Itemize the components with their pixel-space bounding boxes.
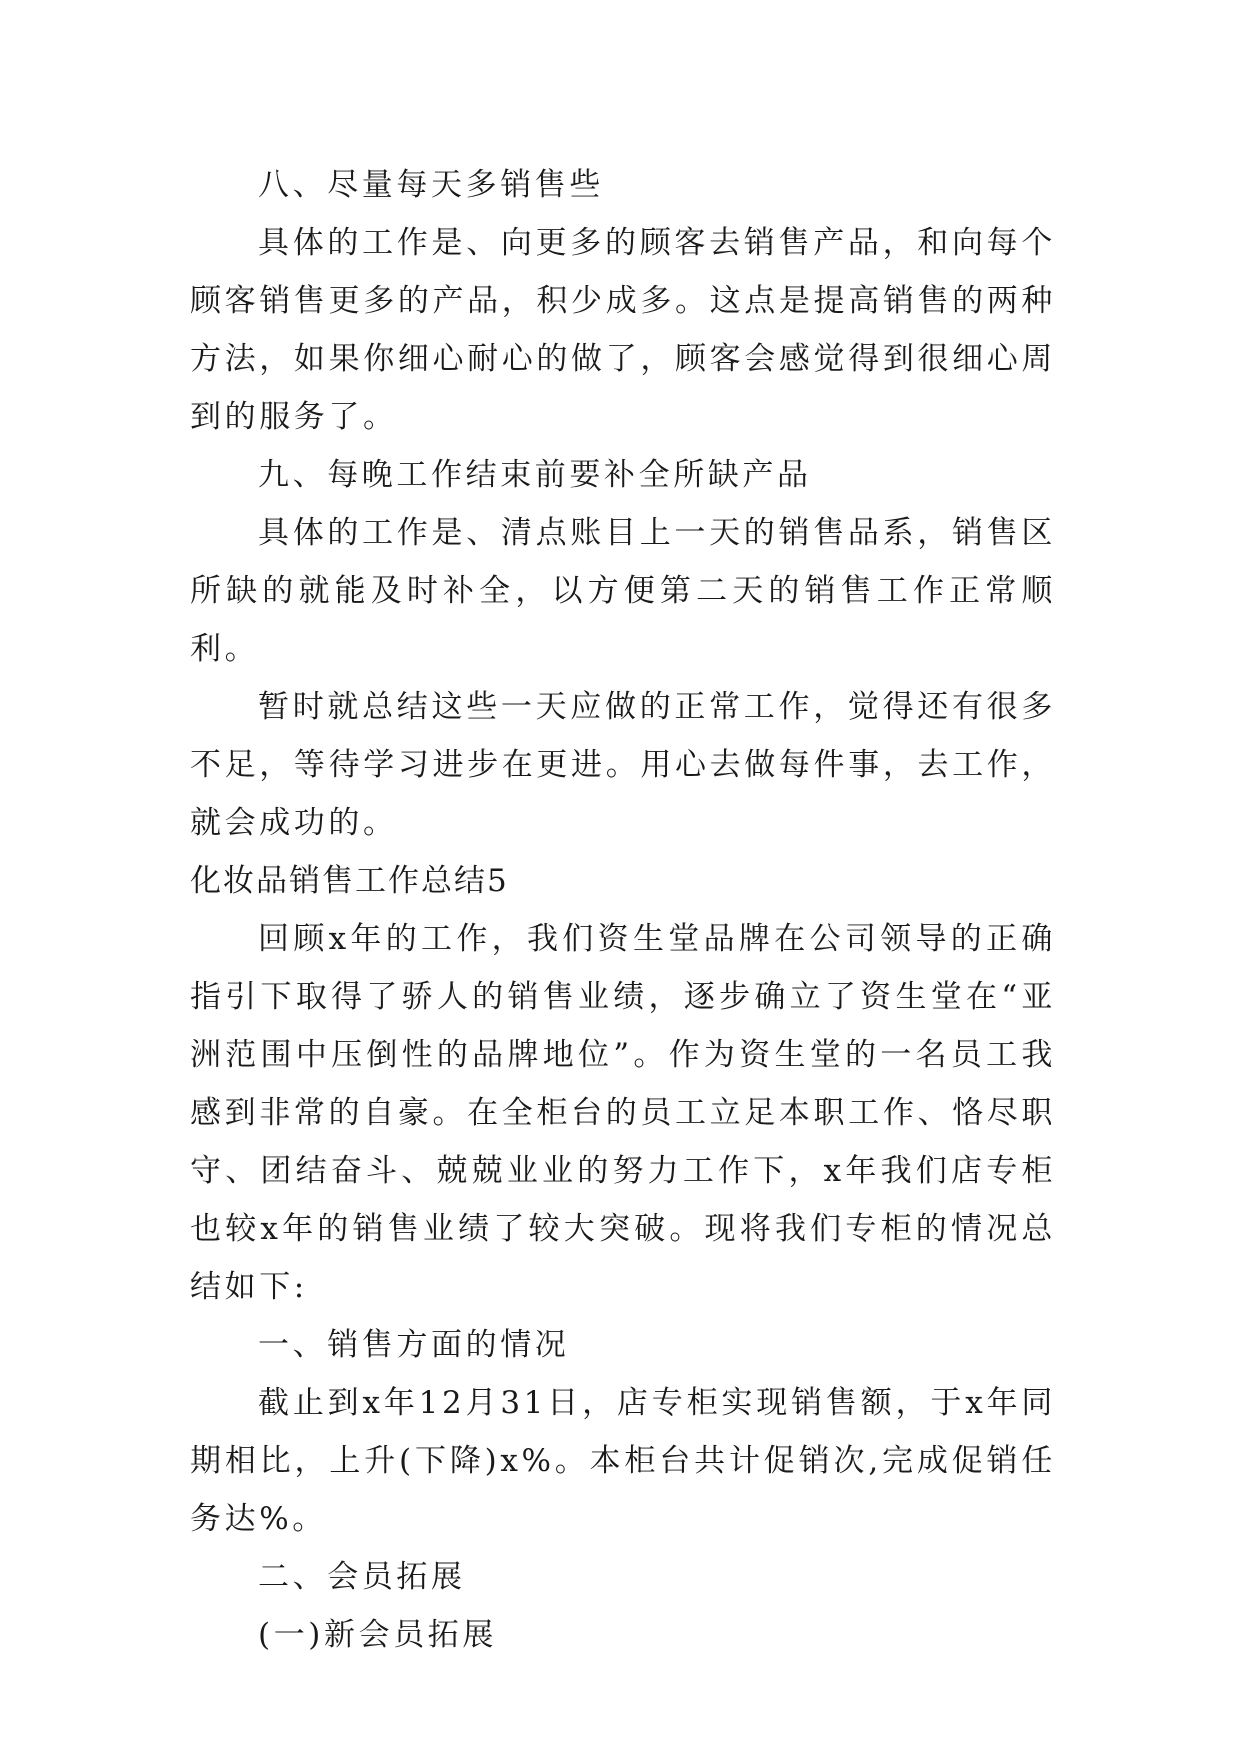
paragraph: 回顾x年的工作，我们资生堂品牌在公司领导的正确指引下取得了骄人的销售业绩，逐步确立了资生堂在“亚洲范围中压倒性的品牌地位”。作为资生堂的一名员工我感到非常的自豪。在全柜台的员工立足本职工作、恪尽职守、团结奋斗、兢兢业业的努力工作下，x年我们店专柜也较x年的销售业绩了较大突破。现将我们专柜的情况总结如下:	[190, 921, 1056, 1305]
section-heading-8: 八、尽量每天多销售些	[258, 167, 604, 203]
paragraph: 具体的工作是、向更多的顾客去销售产品，和向每个顾客销售更多的产品，积少成多。这点是提高销售的两种方法，如果你细心耐心的做了，顾客会感觉得到很细心周到的服务了。	[190, 225, 1056, 435]
section-title: 化妆品销售工作总结5	[190, 863, 509, 899]
section-heading-9: 九、每晚工作结束前要补全所缺产品	[258, 457, 812, 493]
section-heading-2: 二、会员拓展	[258, 1559, 466, 1595]
document-page	[190, 156, 1056, 1664]
subsection-heading: (一)新会员拓展	[258, 1617, 497, 1653]
paragraph: 暂时就总结这些一天应做的正常工作，觉得还有很多不足，等待学习进步在更进。用心去做每件事，去工作，就会成功的。	[190, 689, 1056, 841]
section-heading-1: 一、销售方面的情况	[258, 1327, 570, 1363]
paragraph: 截止到x年12月31日，店专柜实现销售额，于x年同期相比，上升(下降)x%。本柜台共计促销次,完成促销任务达%。	[190, 1385, 1056, 1537]
paragraph: 具体的工作是、清点账目上一天的销售品系，销售区所缺的就能及时补全，以方便第二天的销售工作正常顺利。	[190, 515, 1056, 667]
